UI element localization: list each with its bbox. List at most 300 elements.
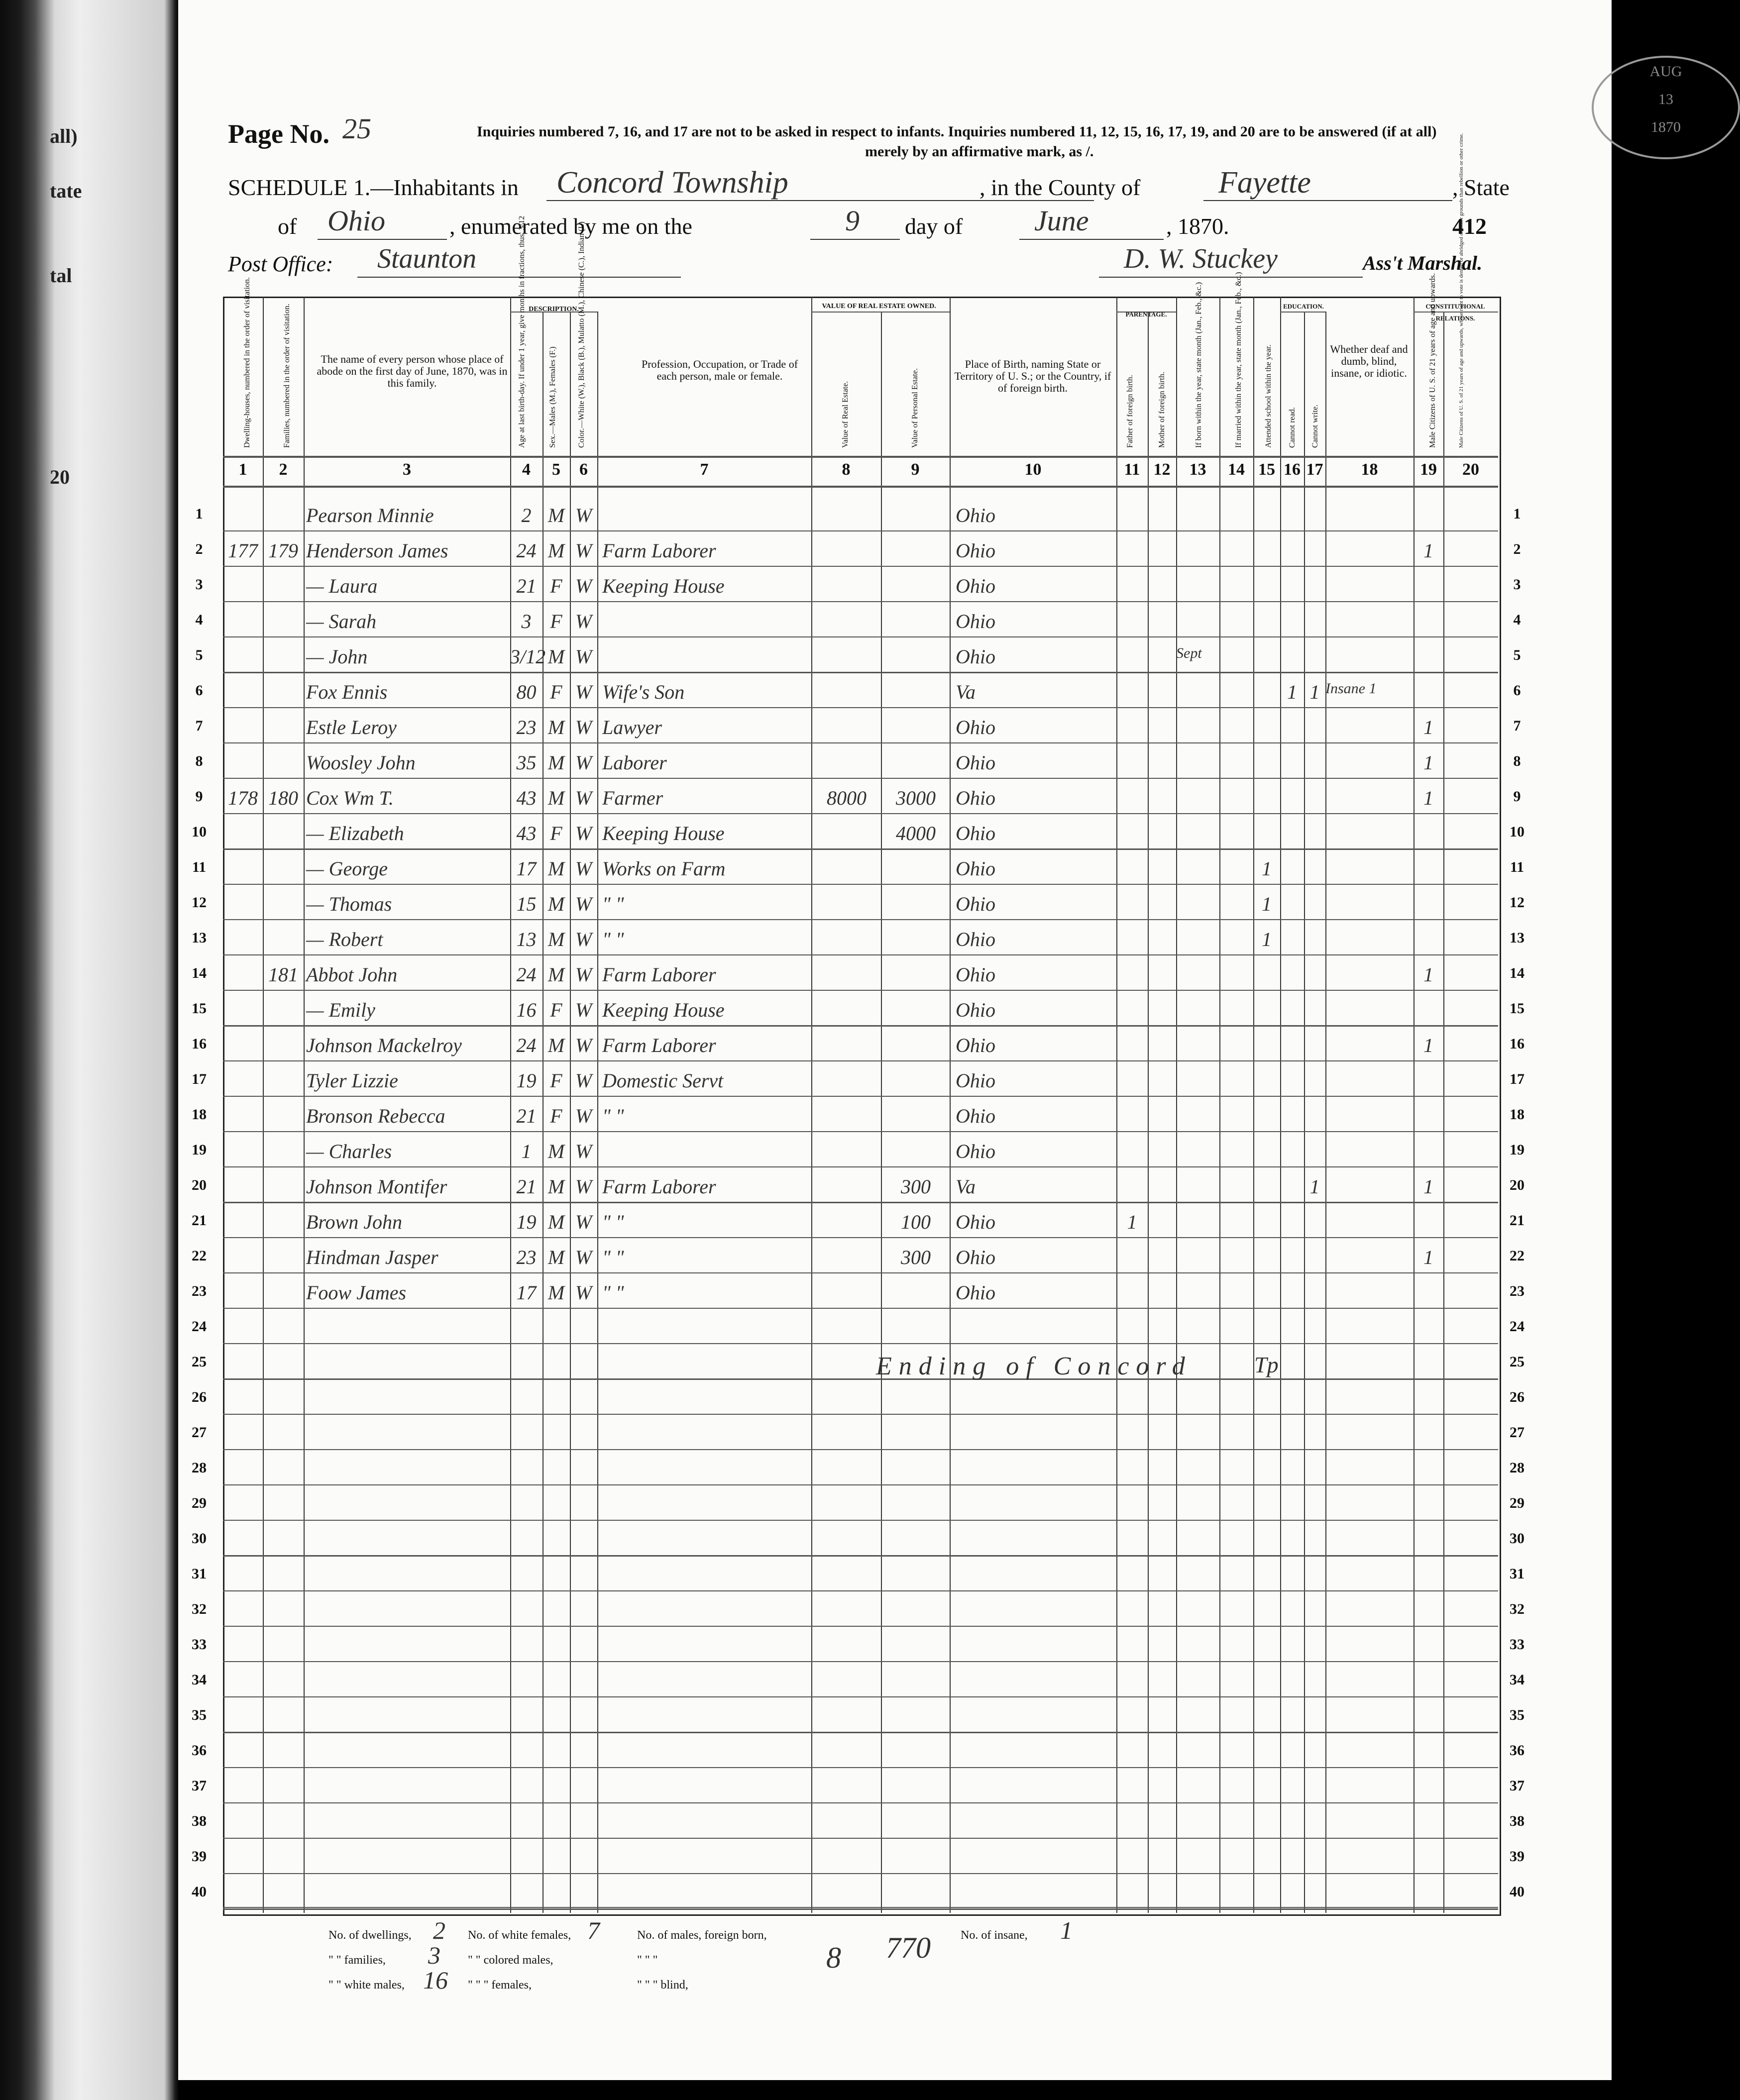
footer-insane: 1 [1060, 1916, 1073, 1944]
row-number: 6 [1513, 682, 1521, 699]
row-rule [223, 636, 1498, 637]
marshal-signature: D. W. Stuckey [1124, 243, 1278, 274]
row-number: 15 [192, 1000, 207, 1017]
column-number: 10 [1024, 460, 1042, 479]
birthplace-cell: Ohio [956, 751, 995, 774]
color-cell: W [575, 610, 592, 632]
family-number: 181 [268, 963, 298, 986]
schedule-label: SCHEDULE 1.—Inhabitants in [228, 175, 519, 200]
person-name: Johnson Mackelroy [306, 1034, 462, 1056]
column-number: 8 [842, 460, 851, 479]
row-rule [223, 1414, 1498, 1415]
color-cell: W [575, 928, 592, 950]
birthplace-cell: Ohio [956, 1069, 995, 1092]
person-name: Henderson James [306, 539, 448, 562]
row-number: 1 [1513, 506, 1521, 522]
header-rule [223, 456, 1498, 458]
column-number: 4 [522, 460, 531, 479]
column-number: 14 [1228, 460, 1245, 479]
row-number: 10 [192, 824, 207, 840]
male-citizen-cell: 1 [1423, 1034, 1433, 1056]
sex-cell: M [547, 1175, 565, 1198]
col-header-school: Attended school within the year. [1264, 344, 1273, 448]
color-cell: W [575, 575, 592, 597]
color-cell: W [575, 1140, 592, 1162]
sex-cell: F [550, 999, 562, 1021]
sex-cell: F [550, 822, 562, 844]
col-header-dwelling: Dwelling-houses, numbered in the order of visitation. [243, 277, 251, 448]
row-rule [223, 1661, 1498, 1662]
person-name: — Charles [306, 1140, 392, 1162]
post-office-label: Post Office: [228, 252, 333, 276]
underline [1019, 239, 1164, 240]
row-rule [223, 1555, 1498, 1557]
school-cell: 1 [1262, 857, 1272, 880]
column-rule [1219, 297, 1220, 1913]
age-cell: 24 [516, 963, 537, 986]
row-rule [223, 601, 1498, 602]
row-number: 8 [195, 753, 203, 769]
occupation-cell: " " [602, 928, 624, 950]
column-number: 13 [1189, 460, 1206, 479]
day-label: day of [905, 213, 963, 239]
person-name: — Sarah [306, 610, 377, 632]
sex-cell: M [547, 1246, 565, 1268]
row-number: 3 [195, 576, 203, 593]
row-number: 24 [1510, 1318, 1524, 1335]
sex-cell: M [547, 963, 565, 986]
male-citizen-cell: 1 [1423, 751, 1433, 774]
birthplace-cell: Va [956, 1175, 976, 1198]
column-number: 18 [1361, 460, 1378, 479]
col-header-sex: Sex.—Males (M.), Females (F.) [548, 346, 557, 448]
row-number: 14 [192, 965, 207, 981]
occupation-cell: " " [602, 893, 624, 915]
age-cell: 80 [516, 681, 537, 703]
column-number: 15 [1258, 460, 1275, 479]
underline [1203, 200, 1452, 201]
color-cell: W [575, 999, 592, 1021]
footer-white-males: 16 [423, 1966, 448, 1994]
sex-cell: M [547, 928, 565, 950]
enumerated-label: , enumerated by me on the [449, 213, 692, 239]
footer-males-foreign-label: No. of males, foreign born, [637, 1929, 767, 1942]
personal-estate-cell: 3000 [896, 787, 936, 809]
row-number: 28 [1510, 1460, 1524, 1476]
cannot-write-cell: 1 [1309, 681, 1320, 703]
row-rule [223, 1873, 1498, 1874]
underline [1099, 277, 1363, 278]
row-number: 9 [1513, 788, 1521, 805]
row-number: 26 [192, 1389, 207, 1405]
footer-dwellings-label: No. of dwellings, [328, 1929, 412, 1942]
footer-colored-females-label: " " " females, [468, 1979, 532, 1992]
row-number: 12 [192, 894, 207, 911]
row-number: 18 [192, 1106, 207, 1123]
row-number: 38 [192, 1813, 207, 1829]
color-cell: W [575, 1105, 592, 1127]
row-number: 3 [1513, 576, 1521, 593]
col-header-personal-estate: Value of Personal Estate. [911, 368, 919, 448]
row-number: 7 [195, 718, 203, 734]
color-cell: W [575, 1034, 592, 1056]
row-number: 31 [1510, 1566, 1524, 1582]
edge-text: tate [50, 180, 82, 202]
male-citizen-cell: 1 [1423, 1246, 1433, 1268]
father-foreign-cell: 1 [1127, 1211, 1137, 1233]
age-cell: 21 [516, 575, 537, 597]
sex-cell: M [547, 1281, 565, 1304]
male-citizen-cell: 1 [1423, 787, 1433, 809]
column-rule [1443, 312, 1444, 1913]
state-name: Ohio [327, 205, 385, 237]
row-number: 12 [1510, 894, 1524, 911]
row-number: 39 [1510, 1848, 1524, 1865]
row-rule [223, 1025, 1498, 1027]
underline [810, 239, 900, 240]
column-rule [950, 297, 951, 1913]
row-number: 1 [195, 506, 203, 522]
row-number: 17 [1510, 1071, 1524, 1087]
column-rule [811, 297, 812, 1913]
row-number: 36 [192, 1742, 207, 1759]
birthplace-cell: Ohio [956, 928, 995, 950]
row-number: 4 [1513, 612, 1521, 628]
birthplace-cell: Ohio [956, 1281, 995, 1304]
birthplace-cell: Ohio [956, 610, 995, 632]
birthplace-cell: Ohio [956, 575, 995, 597]
row-number: 36 [1510, 1742, 1524, 1759]
column-number: 1 [238, 460, 247, 479]
marshal-label: Ass't Marshal. [1363, 252, 1483, 274]
birthplace-cell: Ohio [956, 963, 995, 986]
column-rule [1116, 297, 1117, 1913]
person-name: — Emily [306, 999, 375, 1021]
row-rule [223, 1590, 1498, 1591]
underline [318, 239, 447, 240]
occupation-cell: Farmer [602, 787, 663, 809]
color-cell: W [575, 963, 592, 986]
color-cell: W [575, 787, 592, 809]
row-number: 13 [192, 930, 207, 946]
row-number: 32 [1510, 1601, 1524, 1617]
row-number: 35 [192, 1707, 207, 1723]
stamp-line: 13 [1658, 91, 1673, 107]
birthplace-cell: Va [956, 681, 976, 703]
color-cell: W [575, 1069, 592, 1092]
occupation-cell: " " [602, 1246, 624, 1268]
col-header-occupation: Profession, Occupation, or Trade of each person, male or female. [641, 358, 798, 382]
row-number: 20 [192, 1177, 207, 1193]
color-cell: W [575, 822, 592, 844]
row-number: 37 [192, 1778, 207, 1794]
row-number: 33 [192, 1636, 207, 1653]
male-citizen-cell: 1 [1423, 539, 1433, 562]
column-rule [1280, 297, 1281, 1913]
occupation-cell: Farm Laborer [602, 1034, 716, 1056]
row-number: 26 [1510, 1389, 1524, 1405]
row-number: 19 [1510, 1142, 1524, 1158]
birthplace-cell: Ohio [956, 1246, 995, 1268]
person-name: Johnson Montifer [306, 1175, 447, 1198]
row-number: 16 [1510, 1036, 1524, 1052]
real-estate-cell: 8000 [827, 787, 867, 809]
male-citizen-cell: 1 [1423, 1175, 1433, 1198]
row-number: 28 [192, 1460, 207, 1476]
of-label: of [278, 213, 297, 239]
row-rule [223, 1131, 1498, 1132]
birthplace-cell: Ohio [956, 1105, 995, 1127]
row-rule [223, 778, 1498, 779]
sex-cell: M [547, 787, 565, 809]
row-number: 27 [1510, 1424, 1524, 1441]
column-rule [1304, 312, 1305, 1913]
col-header-age: Age at last birth-day. If under 1 year, give months in fractions, thus, 3/12 [518, 215, 526, 448]
row-rule [223, 1626, 1498, 1627]
column-number: 5 [552, 460, 560, 479]
personal-estate-cell: 4000 [896, 822, 936, 844]
birthplace-cell: Ohio [956, 787, 995, 809]
footer-white-females-label: No. of white females, [468, 1929, 571, 1942]
sex-cell: M [547, 716, 565, 738]
row-number: 11 [192, 859, 207, 875]
col-header-vote-denied: Male Citizens of U. S. of 21 years of age and upwards, whose right to vote is denied or abridged on other grounds than rebellion or other crime. [1458, 133, 1464, 448]
row-number: 24 [192, 1318, 207, 1335]
row-rule [223, 742, 1498, 743]
person-name: — Robert [306, 928, 383, 950]
dwelling-number: 178 [228, 787, 258, 809]
occupation-cell: Farm Laborer [602, 539, 716, 562]
row-number: 13 [1510, 930, 1524, 946]
sheet-number: 412 [1452, 213, 1487, 239]
color-cell: W [575, 504, 592, 526]
row-number: 18 [1510, 1106, 1524, 1123]
person-name: Abbot John [306, 963, 398, 986]
age-cell: 23 [516, 1246, 537, 1268]
person-name: Cox Wm T. [306, 787, 394, 809]
dwelling-number: 177 [228, 539, 258, 562]
column-rule [1253, 297, 1254, 1913]
footer-insane-label: No. of insane, [961, 1929, 1028, 1942]
footer-white-males-label: " " white males, [328, 1979, 405, 1992]
row-rule [223, 1272, 1498, 1273]
col-header-cannot-read: Cannot read. [1288, 407, 1297, 448]
row-rule [223, 990, 1498, 991]
occupation-cell: Farm Laborer [602, 963, 716, 986]
sex-cell: F [550, 575, 562, 597]
person-name: Foow James [306, 1281, 407, 1304]
footer-blind-label: " " " blind, [637, 1979, 688, 1992]
sex-cell: M [547, 504, 565, 526]
cannot-read-cell: 1 [1287, 681, 1297, 703]
enumeration-day: 9 [845, 205, 860, 237]
post-office-name: Staunton [377, 243, 477, 274]
edge-text: all) [50, 125, 78, 147]
birthplace-cell: Ohio [956, 822, 995, 844]
footer-foreign-females-label: " " " [637, 1954, 658, 1967]
row-rule [223, 1908, 1498, 1910]
row-rule [223, 1166, 1498, 1167]
col-header-cannot-write: Cannot write. [1311, 404, 1319, 448]
occupation-cell: Lawyer [602, 716, 662, 738]
row-rule [223, 1520, 1498, 1521]
row-number: 8 [1513, 753, 1521, 769]
birthplace-cell: Ohio [956, 1034, 995, 1056]
row-rule [223, 954, 1498, 955]
person-name: — John [306, 645, 368, 668]
age-cell: 17 [516, 857, 537, 880]
personal-estate-cell: 100 [901, 1211, 931, 1233]
row-number: 9 [195, 788, 203, 805]
year-label: , 1870. [1166, 213, 1229, 239]
age-cell: 3 [521, 610, 532, 632]
state-label: , State [1452, 175, 1510, 200]
row-number: 22 [1510, 1248, 1524, 1264]
row-number: 29 [1510, 1495, 1524, 1511]
row-rule [223, 848, 1498, 850]
archive-stamp [1592, 56, 1740, 159]
age-cell: 19 [516, 1211, 537, 1233]
col-header-disability: Whether deaf and dumb, blind, insane, or idiotic. [1330, 343, 1408, 379]
row-number: 34 [192, 1672, 207, 1688]
sex-cell: M [547, 539, 565, 562]
row-number: 38 [1510, 1813, 1524, 1829]
age-cell: 21 [516, 1175, 537, 1198]
col-header-real-estate: Value of Real Estate. [841, 381, 850, 448]
row-number: 23 [192, 1283, 207, 1299]
row-number: 7 [1513, 718, 1521, 734]
row-rule [223, 1838, 1498, 1839]
row-number: 27 [192, 1424, 207, 1441]
occupation-cell: Domestic Servt [602, 1069, 724, 1092]
page-number: 25 [342, 112, 371, 145]
occupation-cell: " " [602, 1105, 624, 1127]
row-rule [223, 566, 1498, 567]
color-cell: W [575, 893, 592, 915]
occupation-cell: Keeping House [602, 822, 725, 844]
col-header-birthplace: Place of Birth, naming State or Territory of U. S.; or the Country, if of foreign birth. [954, 358, 1111, 394]
color-cell: W [575, 1175, 592, 1198]
personal-estate-cell: 300 [901, 1246, 931, 1268]
column-number: 3 [403, 460, 411, 479]
col-header-real-estate-group: VALUE OF REAL ESTATE OWNED. [822, 303, 936, 310]
col-header-name: The name of every person whose place of abode on the first day of June, 1870, was in this family. [317, 353, 508, 389]
row-number: 37 [1510, 1778, 1524, 1794]
edge-text: 20 [50, 466, 70, 488]
edge-text: tal [50, 264, 72, 287]
color-cell: W [575, 645, 592, 668]
age-cell: 23 [516, 716, 537, 738]
row-number: 25 [1510, 1354, 1524, 1370]
column-number: 19 [1420, 460, 1437, 479]
column-rule [1148, 312, 1149, 1913]
person-name: Tyler Lizzie [306, 1069, 398, 1092]
age-cell: 3/12 [510, 645, 546, 668]
column-rule [597, 312, 598, 1913]
column-number: 20 [1462, 460, 1479, 479]
person-name: — George [306, 857, 388, 880]
row-number: 30 [1510, 1530, 1524, 1547]
age-cell: 24 [516, 1034, 537, 1056]
age-cell: 43 [516, 787, 537, 809]
row-number: 17 [192, 1071, 207, 1087]
cannot-write-cell: 1 [1309, 1175, 1320, 1198]
school-cell: 1 [1262, 928, 1272, 950]
column-number: 12 [1153, 460, 1171, 479]
personal-estate-cell: 300 [901, 1175, 931, 1198]
sex-cell: M [547, 857, 565, 880]
age-cell: 17 [516, 1281, 537, 1304]
footer-white-females: 7 [587, 1916, 600, 1944]
col-header-married-in-year: If married within the year, state month (Jan., Feb., &c.) [1234, 272, 1243, 448]
footer-dwellings: 2 [433, 1916, 445, 1944]
occupation-cell: " " [602, 1211, 624, 1233]
sex-cell: M [547, 645, 565, 668]
row-number: 34 [1510, 1672, 1524, 1688]
row-number: 10 [1510, 824, 1524, 840]
county-label: , in the County of [979, 175, 1141, 200]
row-number: 32 [192, 1601, 207, 1617]
col-header-father-foreign: Father of foreign birth. [1126, 375, 1134, 448]
person-name: — Thomas [306, 893, 392, 915]
color-cell: W [575, 1281, 592, 1304]
school-cell: 1 [1262, 893, 1272, 915]
color-cell: W [575, 681, 592, 703]
col-header-parentage: PARENTAGE. [1125, 311, 1167, 318]
age-cell: 2 [521, 504, 532, 526]
page-label: Page No. [228, 119, 329, 149]
row-number: 31 [192, 1566, 207, 1582]
footer-real-estate-total: 8 [826, 1941, 841, 1974]
age-cell: 16 [516, 999, 537, 1021]
row-rule [223, 707, 1498, 708]
sex-cell: M [547, 893, 565, 915]
color-cell: W [575, 1246, 592, 1268]
color-cell: W [575, 539, 592, 562]
row-number: 39 [192, 1848, 207, 1865]
birthplace-cell: Ohio [956, 893, 995, 915]
row-number: 5 [1513, 647, 1521, 663]
col-header-education: EDUCATION. [1283, 303, 1324, 310]
column-rule [1176, 297, 1177, 1913]
row-number: 21 [192, 1212, 207, 1229]
row-rule [223, 1449, 1498, 1450]
col-header-description: DESCRIPTION. [529, 306, 579, 313]
row-number: 19 [192, 1142, 207, 1158]
row-rule [223, 1484, 1498, 1485]
row-number: 20 [1510, 1177, 1524, 1193]
age-cell: 43 [516, 822, 537, 844]
row-rule [223, 530, 1498, 531]
col-header-color: Color.—White (W.), Black (B.), Mulatto (M.), Chinese (C.), Indian (I.) [577, 221, 586, 448]
column-rule [881, 312, 882, 1913]
column-number: 17 [1306, 460, 1323, 479]
sex-cell: M [547, 1211, 565, 1233]
col-header-male-citizens: Male Citizens of U. S. of 21 years of age and upwards. [1428, 273, 1437, 448]
occupation-cell: Laborer [602, 751, 667, 774]
birthplace-cell: Ohio [956, 999, 995, 1021]
disability-cell: Insane 1 [1325, 680, 1377, 697]
footer-families-label: " " families, [328, 1954, 386, 1967]
male-citizen-cell: 1 [1423, 963, 1433, 986]
age-cell: 21 [516, 1105, 537, 1127]
row-rule [223, 1060, 1498, 1061]
birthplace-cell: Ohio [956, 1140, 995, 1162]
row-rule [223, 1202, 1498, 1203]
row-number: 30 [192, 1530, 207, 1547]
header-rule [223, 486, 1498, 488]
occupation-cell: Farm Laborer [602, 1175, 716, 1198]
